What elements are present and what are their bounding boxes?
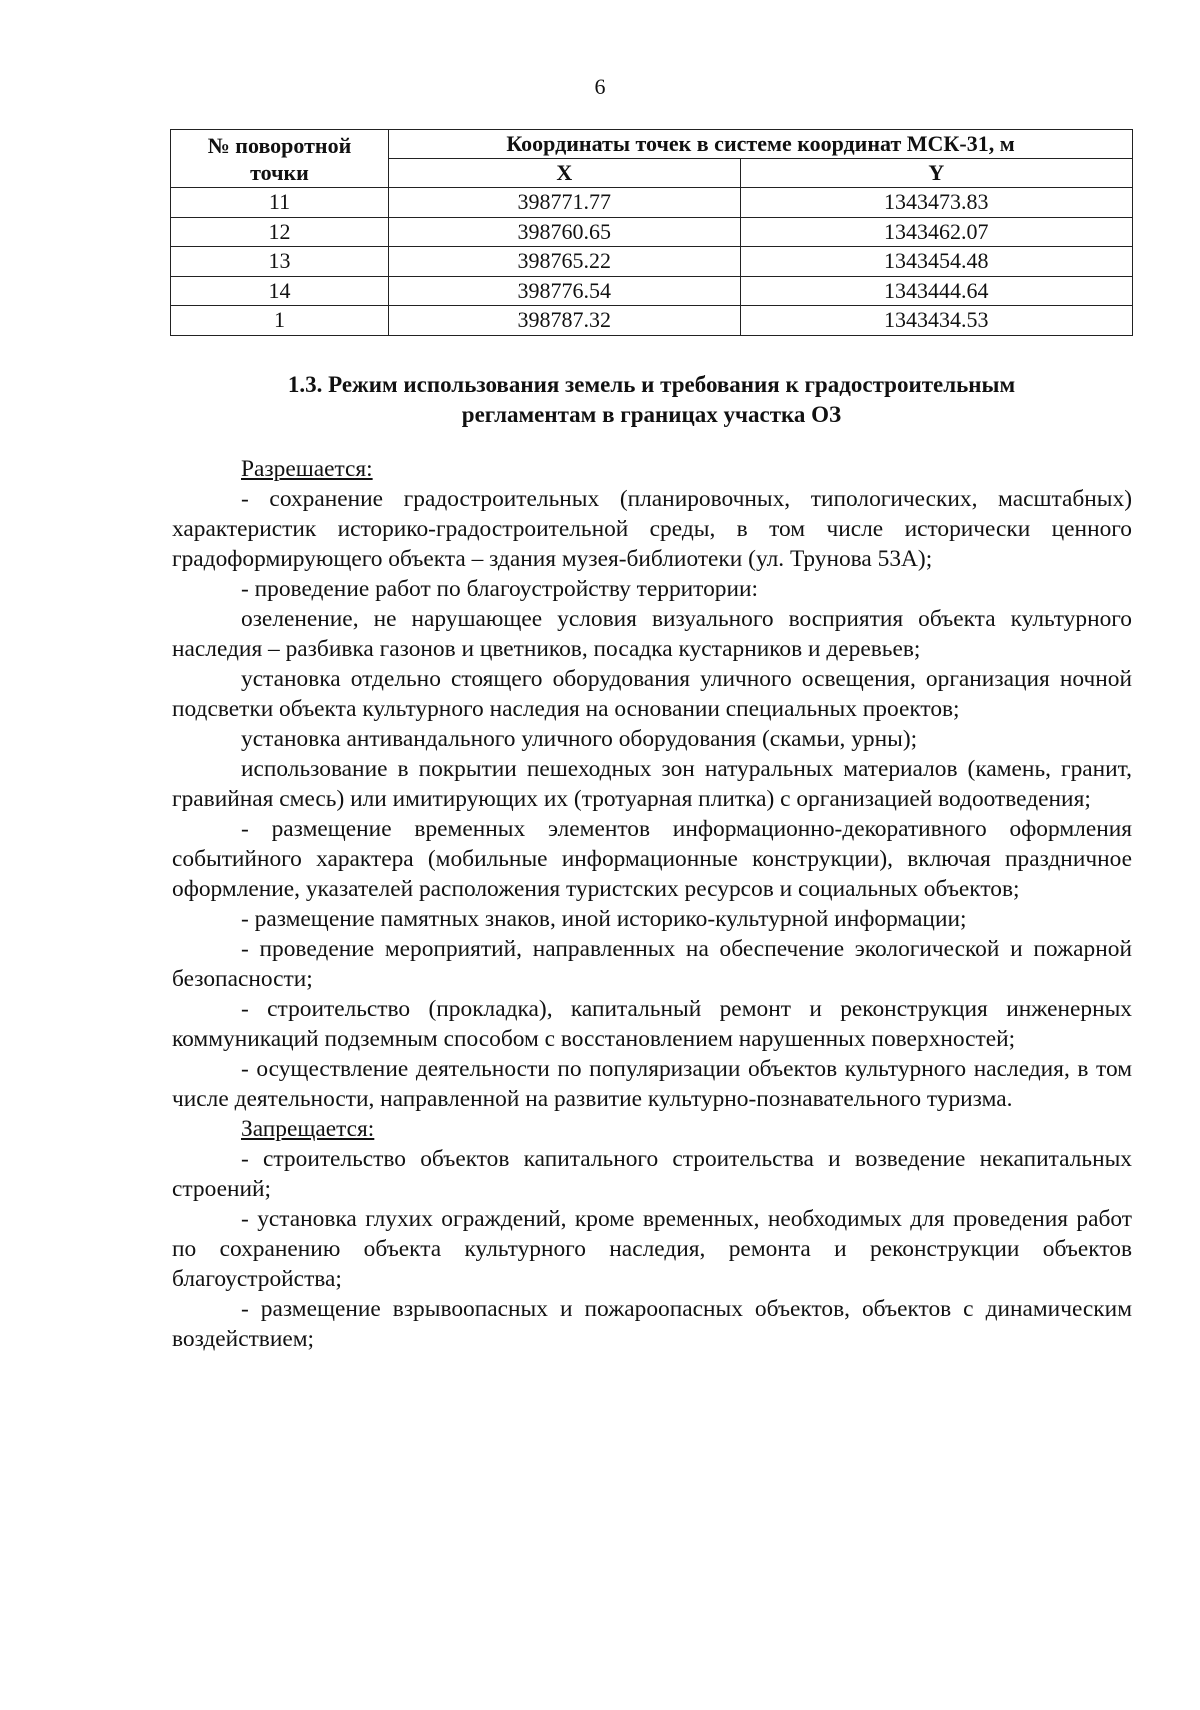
regulations-text [172, 454, 1132, 1354]
cell-point: 11 [171, 188, 389, 218]
header-x: X [389, 159, 741, 188]
allowed-item: озеленение, не нарушающее условия визуального восприятия объекта культурного наследия – разбивка газонов и цветников, посадка кустарников и деревьев; [172, 606, 1132, 662]
cell-x: 398787.32 [389, 306, 741, 336]
allowed-item: - размещение памятных знаков, иной историко-культурной информации; [241, 906, 967, 932]
table-row [171, 306, 1133, 336]
allowed-item: - сохранение градостроительных (планировочных, типологических, масштабных) характеристик историко-градостроительной среды, в том числе исторически ценного градоформирующего объекта – здания музея-библиотеки (ул. Трунова 53А); [172, 486, 1132, 572]
allowed-item: - размещение временных элементов информационно-декоративного оформления событийного характера (мобильные информационные конструкции), включая праздничное оформление, указателей расположения туристских ресурсов и социальных объектов; [172, 816, 1132, 902]
allowed-item: - проведение мероприятий, направленных на обеспечение экологической и пожарной безопасности; [172, 936, 1132, 992]
allowed-item: установка отдельно стоящего оборудования уличного освещения, организация ночной подсветки объекта культурного наследия на основании специальных проектов; [172, 666, 1132, 722]
forbidden-item: - установка глухих ограждений, кроме временных, необходимых для проведения работ по сохранению объекта культурного наследия, ремонта и реконструкции объектов благоустройства; [172, 1206, 1132, 1292]
allowed-item: - осуществление деятельности по популяризации объектов культурного наследия, в том числе деятельности, направленной на развитие культурно-познавательного туризма. [172, 1056, 1132, 1112]
header-point-line1: № поворотной [207, 132, 352, 158]
cell-y: 1343454.48 [740, 247, 1132, 277]
table-row [171, 247, 1133, 277]
header-point-line2: точки [250, 159, 309, 185]
cell-y: 1343444.64 [740, 276, 1132, 306]
forbidden-item: - размещение взрывоопасных и пожароопасных объектов, объектов с динамическим воздействием; [172, 1296, 1132, 1352]
section-title [170, 370, 1133, 430]
allowed-item: установка антивандального уличного оборудования (скамьи, урны); [241, 726, 918, 752]
cell-x: 398760.65 [389, 217, 741, 247]
cell-y: 1343434.53 [740, 306, 1132, 336]
cell-x: 398765.22 [389, 247, 741, 277]
header-point-number [171, 130, 389, 188]
cell-point: 13 [171, 247, 389, 277]
table-row [171, 188, 1133, 218]
allowed-heading: Разрешается: [241, 456, 373, 482]
allowed-item: - проведение работ по благоустройству территории: [241, 576, 758, 602]
cell-x: 398776.54 [389, 276, 741, 306]
cell-point: 14 [171, 276, 389, 306]
coordinates-table [170, 129, 1133, 336]
forbidden-item: - строительство объектов капитального строительства и возведение некапитальных строений; [172, 1146, 1132, 1202]
table-row [171, 217, 1133, 247]
allowed-item: - строительство (прокладка), капитальный ремонт и реконструкция инженерных коммуникаций подземным способом с восстановлением нарушенных поверхностей; [172, 996, 1132, 1052]
cell-x: 398771.77 [389, 188, 741, 218]
cell-y: 1343462.07 [740, 217, 1132, 247]
section-title-line1: 1.3. Режим использования земель и требования к градостроительным [287, 372, 1016, 397]
header-coords: Координаты точек в системе координат МСК-31, м [389, 130, 1133, 159]
section-title-line2: регламентам в границах участка ОЗ [461, 402, 842, 427]
allowed-item: использование в покрытии пешеходных зон натуральных материалов (камень, гранит, гравийная смесь) или имитирующих их (тротуарная плитка) с организацией водоотведения; [172, 756, 1132, 812]
cell-y: 1343473.83 [740, 188, 1132, 218]
page-number: 6 [594, 74, 606, 99]
forbidden-heading: Запрещается: [241, 1116, 375, 1142]
cell-point: 1 [171, 306, 389, 336]
header-y: Y [740, 159, 1132, 188]
table-row [171, 276, 1133, 306]
cell-point: 12 [171, 217, 389, 247]
